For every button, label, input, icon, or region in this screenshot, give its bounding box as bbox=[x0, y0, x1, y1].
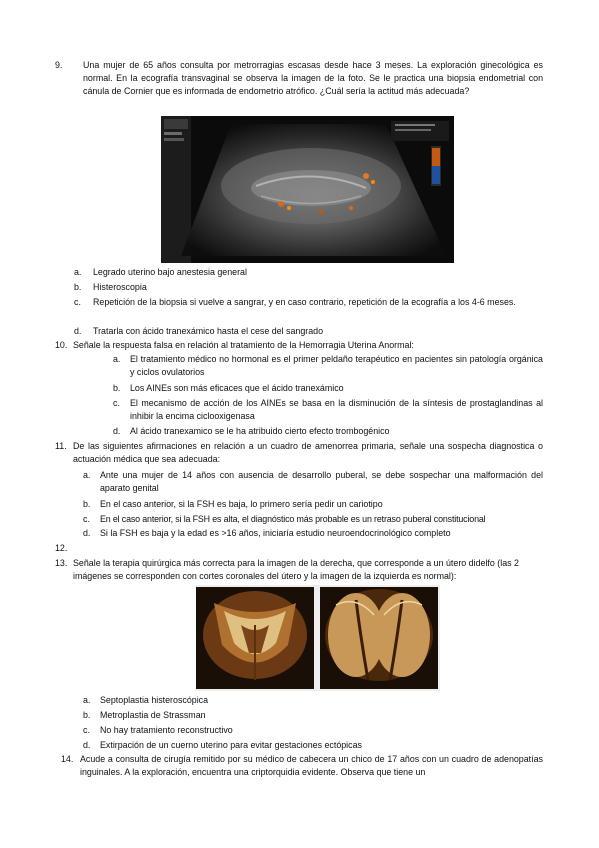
question-9-text: Una mujer de 65 años consulta por metrorragias escasas desde hace 3 meses. La exploración ginecológica es normal. En la ecografía transvaginal se observa la imagen de la foto. Se le practica una biopsia endometrial con cánula de Cornier que es informada de endometrio atrófico. ¿Cuál sería la actitud más adecuada? bbox=[83, 60, 543, 96]
question-9-option-c[interactable]: Repetición de la biopsia si vuelve a sangrar, y en caso contrario, repetición de la ecografía a los 4-6 meses. bbox=[93, 297, 516, 307]
question-9-option-c-letter: c. bbox=[74, 297, 81, 307]
question-12-number: 12. bbox=[55, 543, 68, 553]
question-11-option-a[interactable]: Ante una mujer de 14 años con ausencia de desarrollo puberal, se debe sospechar una malformación del aparato genital bbox=[100, 470, 543, 493]
uterus-coronal-images bbox=[196, 585, 440, 691]
question-11-option-c-letter: c. bbox=[83, 514, 90, 524]
question-9-option-a-letter: a. bbox=[74, 267, 82, 277]
question-10-option-d[interactable]: Al ácido tranexamico se le ha atribuido cierto efecto trombogénico bbox=[130, 426, 390, 436]
question-13-option-b[interactable]: Metroplastia de Strassman bbox=[100, 710, 206, 720]
question-11-option-a-letter: a. bbox=[83, 470, 91, 480]
question-14-text: Acude a consulta de cirugía remitido por su médico de cabecera un chico de 17 años con un cuadro de adenopatías inguinales. A la exploración, encuentra una criptorquidia evidente. Observa que tiene un bbox=[80, 754, 543, 777]
question-9-option-d-letter: d. bbox=[74, 326, 82, 336]
question-9-option-b[interactable]: Histeroscopia bbox=[93, 282, 147, 292]
question-10-option-b[interactable]: Los AINEs son más eficaces que el ácido tranexámico bbox=[130, 383, 344, 393]
question-13-option-a-letter: a. bbox=[83, 695, 91, 705]
question-10-text: Señale la respuesta falsa en relación al tratamiento de la Hemorragia Uterina Anormal: bbox=[73, 340, 414, 350]
question-10-option-b-letter: b. bbox=[113, 383, 121, 393]
question-10-option-a-letter: a. bbox=[113, 354, 121, 364]
question-10-option-d-letter: d. bbox=[113, 426, 121, 436]
question-11-option-b-letter: b. bbox=[83, 499, 91, 509]
question-13-option-c-letter: c. bbox=[83, 725, 90, 735]
question-11-option-d-letter: d. bbox=[83, 528, 91, 538]
question-13-option-d[interactable]: Extirpación de un cuerno uterino para evitar gestaciones ectópicas bbox=[100, 740, 362, 750]
question-13-option-d-letter: d. bbox=[83, 740, 91, 750]
question-11-number: 11. bbox=[55, 441, 67, 451]
question-11-text: De las siguientes afirmaciones en relación a un cuadro de amenorrea primaria, señale una sospecha diagnostica o actuación médica que sea adecuada: bbox=[73, 441, 543, 464]
question-10-option-a[interactable]: El tratamiento médico no hormonal es el primer peldaño terapéutico en pacientes sin patología orgánica y ciclos ovulatorios bbox=[130, 354, 543, 377]
question-10-number: 10. bbox=[55, 340, 68, 350]
question-13-option-a[interactable]: Septoplastia histeroscópica bbox=[100, 695, 209, 705]
question-9-number: 9. bbox=[55, 60, 63, 70]
question-11-option-d[interactable]: Si la FSH es baja y la edad es >16 años, iniciaría estudio neuroendocrinológico completo bbox=[100, 528, 451, 538]
question-10-option-c[interactable]: El mecanismo de acción de los AINEs se basa en la disminución de la síntesis de prostaglandinas al inhibir la encima ciclooxigenasa bbox=[130, 398, 543, 421]
question-11-option-c[interactable]: En el caso anterior, si la FSH es alta, el diagnóstico más probable es un retraso puberal constitucional bbox=[100, 514, 486, 524]
question-11-option-b[interactable]: En el caso anterior, si la FSH es baja, lo primero sería pedir un cariotipo bbox=[100, 499, 383, 509]
ultrasound-image bbox=[161, 116, 454, 263]
question-13-text: Señale la terapia quirúrgica más correcta para la imagen de la derecha, que corresponde a un útero didelfo (las 2 imágenes se corresponden con cortes coronales del útero y la imagen de la izquierda es normal): bbox=[73, 558, 519, 581]
question-13-number: 13. bbox=[55, 558, 68, 568]
question-10-option-c-letter: c. bbox=[113, 398, 120, 408]
question-9-option-a[interactable]: Legrado uterino bajo anestesia general bbox=[93, 267, 247, 277]
question-9-option-d[interactable]: Tratarla con ácido tranexámico hasta el cese del sangrado bbox=[93, 326, 324, 336]
question-13-option-b-letter: b. bbox=[83, 710, 91, 720]
question-14-number: 14. bbox=[61, 754, 74, 764]
question-9-option-b-letter: b. bbox=[74, 282, 82, 292]
question-13-option-c[interactable]: No hay tratamiento reconstructivo bbox=[100, 725, 233, 735]
